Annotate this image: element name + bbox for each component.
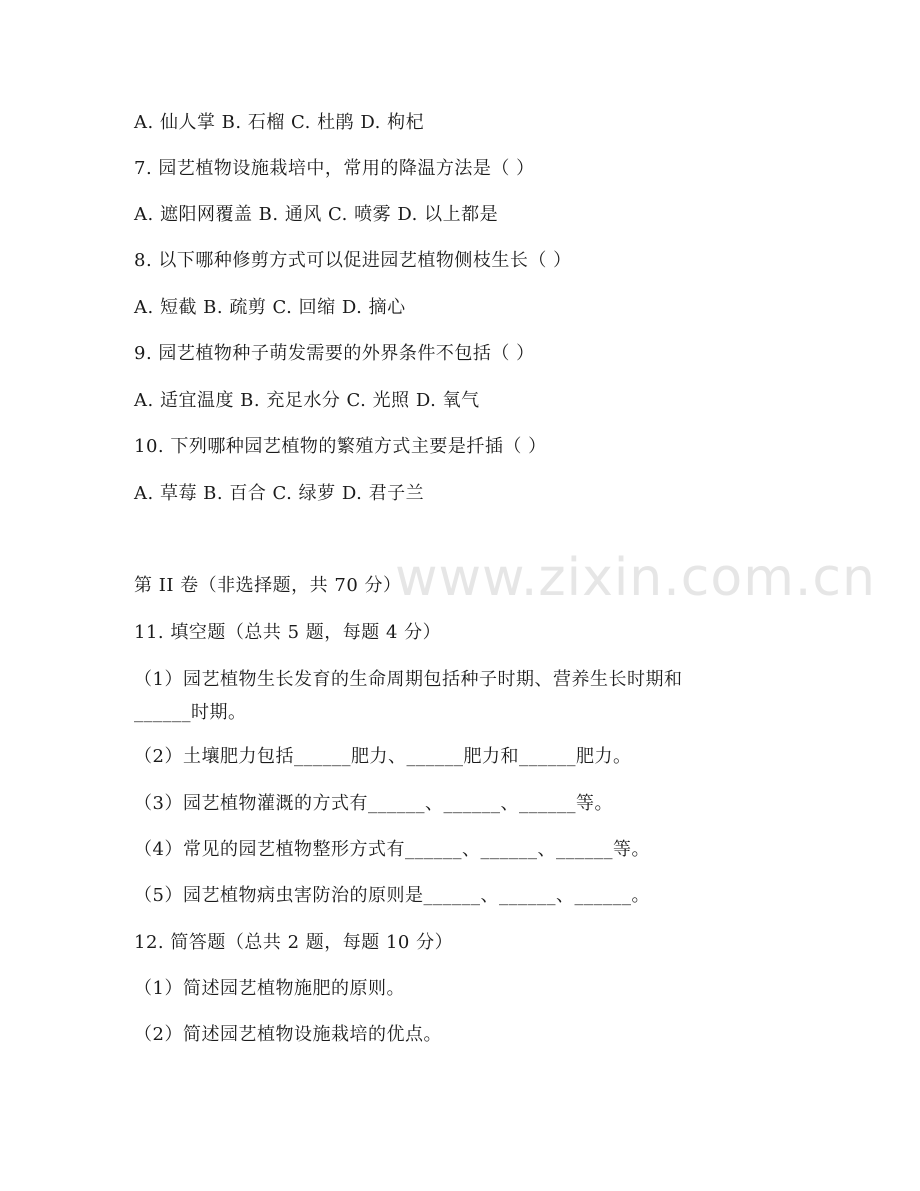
q12-item-1: （1）简述园艺植物施肥的原则。 (134, 978, 405, 999)
q11-item-1-cont: ______时期。 (134, 702, 247, 723)
q8-options: A. 短截 B. 疏剪 C. 回缩 D. 摘心 (134, 297, 406, 318)
q11-item-5: （5）园艺植物病虫害防治的原则是______、______、______。 (134, 885, 650, 906)
q12-item-2: （2）简述园艺植物设施栽培的优点。 (134, 1024, 442, 1045)
q10-question: 10. 下列哪种园艺植物的繁殖方式主要是扦插（ ） (134, 436, 547, 457)
section-heading: 第 II 卷（非选择题，共 70 分） (134, 575, 402, 596)
q11-item-2: （2）土壤肥力包括______肥力、______肥力和______肥力。 (134, 746, 632, 767)
q10-options: A. 草莓 B. 百合 C. 绿萝 D. 君子兰 (134, 483, 425, 504)
q8-question: 8. 以下哪种修剪方式可以促进园艺植物侧枝生长（ ） (134, 250, 572, 271)
q9-question: 9. 园艺植物种子萌发需要的外界条件不包括（ ） (134, 343, 535, 364)
q11-heading: 11. 填空题（总共 5 题，每题 4 分） (134, 622, 442, 643)
q11-item-1: （1）园艺植物生长发育的生命周期包括种子时期、营养生长时期和 (134, 669, 683, 690)
q11-item-4: （4）常见的园艺植物整形方式有______、______、______等。 (134, 839, 650, 860)
q7-question: 7. 园艺植物设施栽培中，常用的降温方法是（ ） (134, 158, 535, 179)
q6-options: A. 仙人掌 B. 石榴 C. 杜鹃 D. 枸杞 (134, 112, 425, 133)
watermark: www.zixin.com.cn (395, 548, 876, 608)
q11-item-3: （3）园艺植物灌溉的方式有______、______、______等。 (134, 793, 613, 814)
q12-heading: 12. 简答题（总共 2 题，每题 10 分） (134, 932, 454, 953)
q7-options: A. 遮阳网覆盖 B. 通风 C. 喷雾 D. 以上都是 (134, 204, 499, 225)
q9-options: A. 适宜温度 B. 充足水分 C. 光照 D. 氧气 (134, 390, 480, 411)
